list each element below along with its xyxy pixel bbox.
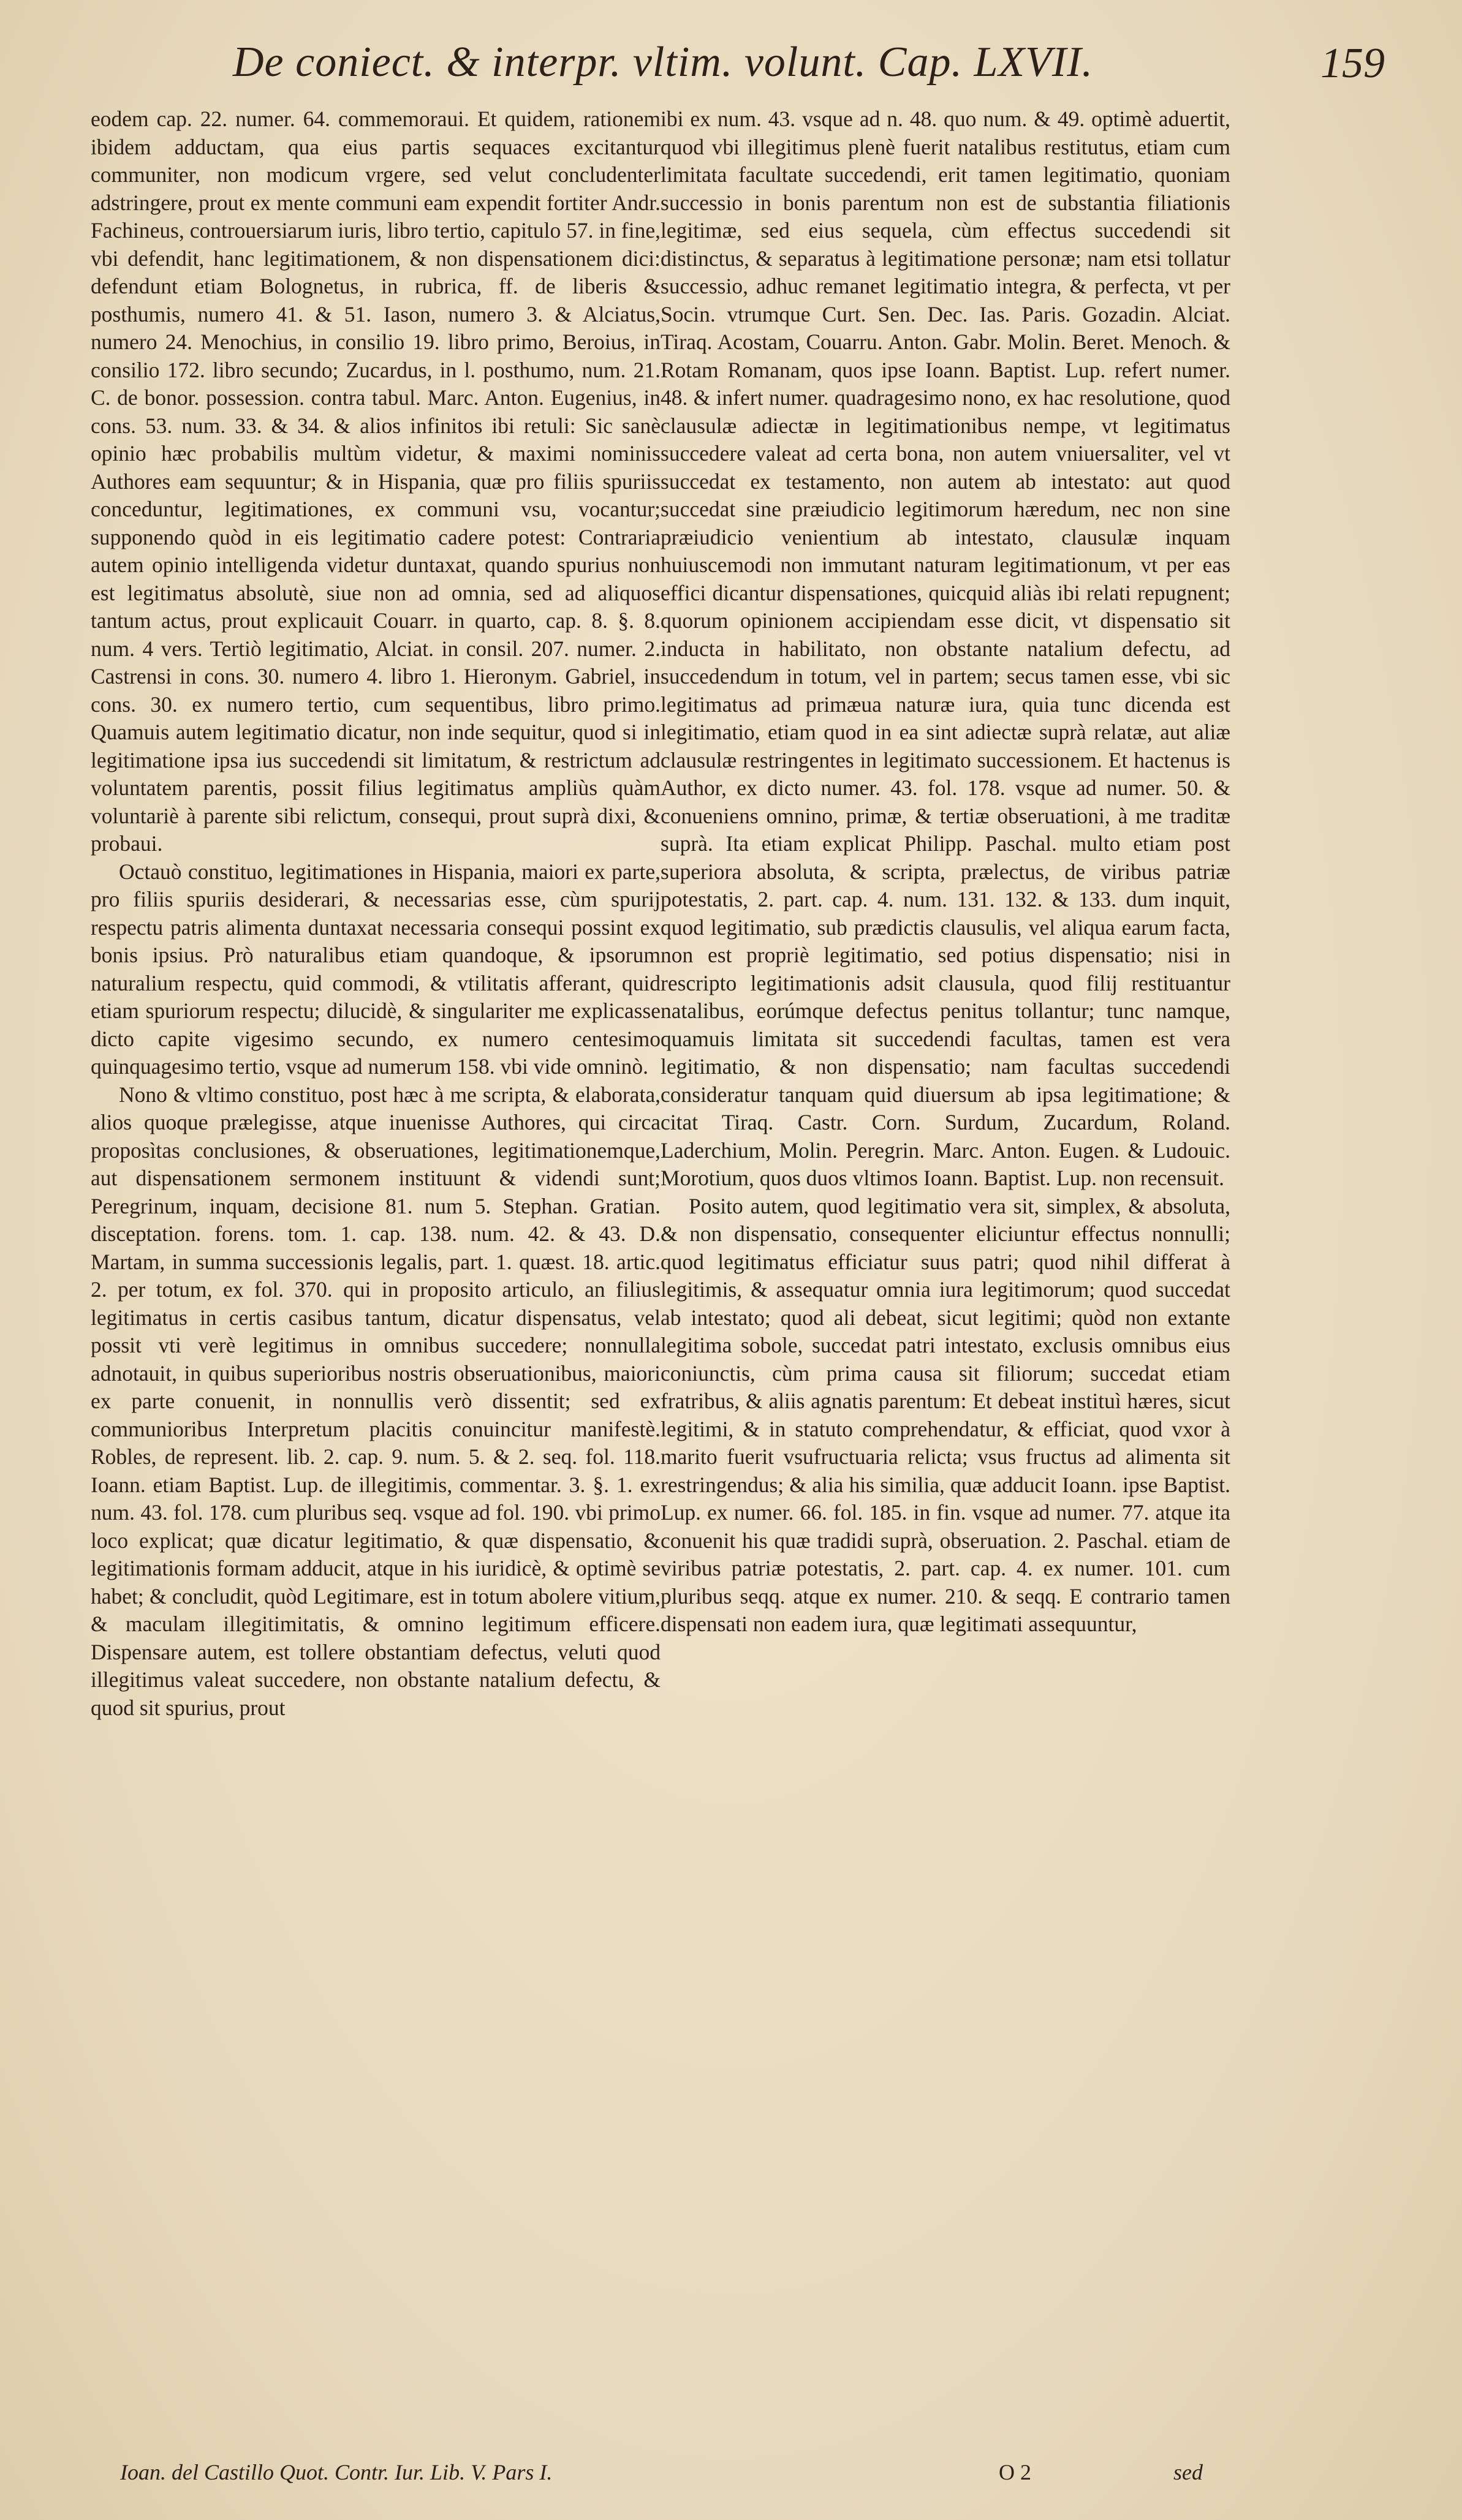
- catchword: sed: [1173, 2460, 1203, 2484]
- signature-mark: O 2: [999, 2460, 1031, 2484]
- right-column: [661, 105, 1230, 1639]
- paragraph: Octauò constituo, legitimationes in Hispania, maiori ex parte, pro filiis spuriis desiderari, & necessarias esse, cùm spurij respectu patris alimenta duntaxat necessaria consequi possint ex bonis ipsius. Prò naturalibus etiam quandoque, & ipsorum naturalium respectu, quid commodi, & vtilitatis afferant, quid etiam spuriorum respectu; dilucidè, & singulariter me explicasse dicto capite vigesimo secundo, ex numero centesimo quinquagesimo tertio, vsque ad numerum 158. vbi vide omninò.: [91, 859, 661, 1079]
- paragraph: Nono & vltimo constituo, post hæc à me scripta, & elaborata, alios quoque prælegisse, atque inuenisse Authores, qui circa proposìtas conclusiones, & obseruationes, legitimationemque, aut dispensationem sermonem instituunt & videndi sunt; Peregrinum, inquam, decisione 81. num 5. Stephan. Gratian. disceptation. forens. tom. 1. cap. 138. num. 42. & 43. D. Martam, in summa successionis legalis, part. 1. quæst. 18. artic. 2. per totum, ex fol. 370. qui in proposito articulo, an filius legitimatus in certis casibus tantum, dicatur dispensatus, vel possit vti verè legitimus in omnibus succedere; nonnulla adnotauit, in quibus superioribus nostris obseruationibus, maiori ex parte conuenit, in nonnullis verò dissentit; sed ex communioribus Interpretum placitis conuincitur manifestè. Robles, de represent. lib. 2. cap. 9. num. 5. & 2. seq. fol. 118. Ioann. etiam Baptist. Lup. de illegitimis, commentar. 3. §. 1. ex num. 43. fol. 178. cum pluribus seq. vsque ad fol. 190. vbi primo loco explicat; quæ dicatur legitimatio, & quæ dispensatio, & legitimationis formam adducit, atque in his iuridicè, & optimè se habet; & concludit, quòd Legitimare, est in totum abolere vitium, & maculam illegitimitatis, & omnino legitimum efficere. Dispensare autem, est tollere obstantiam defectus, veluti quod illegitimus valeat succedere, non obstante natalium defectu, & quod sit spurius, prout: [91, 1082, 661, 1720]
- paragraph: ibi ex num. 43. vsque ad n. 48. quo num. & 49. optimè aduertit, quod vbi illegitimus plenè fuerit natalibus restitutus, etiam cum limitata facultate succedendi, erit tamen legitimatio, quoniam successio in bonis parentum non est de substantia filiationis legitimæ, sed eius sequela, cùm effectus succedendi sit distinctus, & separatus à legitimatione personæ; nam etsi tollatur successio, adhuc remanet legitimatio integra, & perfecta, vt per Socin. vtrumque Curt. Sen. Dec. Ias. Paris. Gozadin. Alciat. Tiraq. Acostam, Couarru. Anton. Gabr. Molin. Beret. Menoch. & Rotam Romanam, quos ipse Ioann. Baptist. Lup. refert numer. 48. & infert numer. quadragesimo nono, ex hac resolutione, quod clausulæ adiectæ in legitimationibus nempe, vt legitimatus succedere valeat ad certa bona, non autem vniuersaliter, vel vt succedat ex testamento, non autem ab intestato: aut quod succedat sine præiudicio legitimorum hæredum, nec non sine præiudicio venientium ab intestato, clausulæ inquam huiuscemodi non immutant naturam legitimationum, vt per eas effici dicantur dispensationes, quicquid aliàs ibi relati repugnent; quorum opinionem accipiendam esse dicit, vt dispensatio sit inducta in habilitato, non obstante natalium defectu, ad succedendum in totum, vel in partem; secus tamen esse, vbi sic legitimatus ad primæua naturæ iura, quia tunc dicenda est legitimatio, etiam quod in ea sint adiectæ suprà relatæ, aut aliæ clausulæ restringentes in legitimato successionem. Et hactenus is Author, ex dicto numer. 43. fol. 178. vsque ad numer. 50. & conueniens omnino, primæ, & tertiæ obseruationi, à me traditæ suprà. Ita etiam explicat Philipp. Paschal. multo etiam post superiora absoluta, & scripta, prælectus, de viribus patriæ potestatis, 2. part. cap. 4. num. 131. 132. & 133. dum inquit, quod legitimatio, sub prædictis clausulis, vel aliqua earum facta, non est propriè legitimatio, sed potius dispensatio; nisi in rescripto legitimationis adsit clausula, quod filij restituantur natalibus, eorúmque defectus penitus tollantur; tunc namque, quamuis limitata sit succedendi facultas, tamen est vera legitimatio, & non dispensatio; nam facultas succedendi consideratur tanquam quid diuersum ab ipsa legitimatione; & citat Tiraq. Castr. Corn. Surdum, Zucardum, Roland. Laderchium, Molin. Peregrin. Marc. Anton. Eugen. & Ludouic. Morotium, quos duos vltimos Ioann. Baptist. Lup. non recensuit.: [661, 107, 1230, 1190]
- page-header: [233, 38, 1385, 105]
- page-number: 159: [1320, 40, 1385, 87]
- running-head: De coniect. & interpr. vltim. volunt. Cap. LXVII.: [233, 39, 1094, 86]
- paragraph: eodem cap. 22. numer. 64. commemoraui. Et quidem, rationem ibidem adductam, qua eius partis sequaces excitantur communiter, non modicum vrgere, sed velut concludenter adstringere, prout ex mente communi eam expendit fortiter Andr. Fachineus, controuersiarum iuris, libro tertio, capitulo 57. in fine, vbi defendit, hanc legitimationem, & non dispensationem dici: defendunt etiam Bolognetus, in rubrica, ff. de liberis & posthumis, numero 41. & 51. Iason, numero 3. & Alciatus, numero 24. Menochius, in consilio 19. libro primo, Beroius, in consilio 172. libro secundo; Zucardus, in l. posthumo, num. 21. C. de bonor. possession. contra tabul. Marc. Anton. Eugenius, in cons. 53. num. 33. & 34. & alios infinitos ibi retuli: Sic sanè opinio hæc probabilis multùm videtur, & maximi nominis Authores eam sequuntur; & in Hispania, quæ pro filiis spuriis conceduntur, legitimationes, ex communi vsu, vocantur; supponendo quòd in eis legitimatio cadere potest: Contraria autem opinio intelligenda videtur duntaxat, quando spurius non est legitimatus absolutè, siue non ad omnia, sed ad aliquos tantum actus, prout explicauit Couarr. in quarto, cap. 8. §. 8. num. 4 vers. Tertiò legitimatio, Alciat. in consil. 207. numer. 2. Castrensi in cons. 30. numero 4. libro 1. Hieronym. Gabriel, in cons. 30. ex numero tertio, cum sequentibus, libro primo. Quamuis autem legitimatio dicatur, non inde sequitur, quod si in legitimatione ipsa ius succedendi sit limitatum, & restrictum ad voluntatem parentis, possit filius legitimatus ampliùs quàm voluntariè à parente sibi relictum, consequi, prout suprà dixi, & probaui.: [91, 107, 661, 856]
- footer-imprint: Ioan. del Castillo Quot. Contr. Iur. Lib. V. Pars I.: [120, 2460, 553, 2484]
- left-column: [91, 105, 661, 1722]
- paragraph: Posito autem, quod legitimatio vera sit, simplex, & absoluta, & non dispensatio, consequenter eliciuntur effectus nonnulli; quod legitimatus efficiatur suus patri; quod nihil differat à legitimis, & assequatur omnia iura legitimorum; quod succedat ab intestato; quod ali debeat, sicut legitimi; quòd non extante legitima sobole, succedat patri intestato, exclusis omnibus eius coniunctis, cùm prima causa sit filiorum; succedat etiam fratribus, & aliis agnatis parentum: Et debeat instituì hæres, sicut legitimi, & in statuto comprehendatur, & efficiat, quod vxor à marito fuerit vsufructuaria relicta; vsus fructus ad alimenta sit restringendus; & alia his similia, quæ adducit Ioann. ipse Baptist. Lup. ex numer. 66. fol. 185. in fin. vsque ad numer. 77. atque ita conuenit his quæ tradidi suprà, obseruation. 2. Paschal. etiam de viribus patriæ potestatis, 2. part. cap. 4. ex numer. 101. cum pluribus seqq. atque ex numer. 210. & seqq. E contrario tamen dispensati non eadem iura, quæ legitimati assequuntur,: [661, 1193, 1230, 1636]
